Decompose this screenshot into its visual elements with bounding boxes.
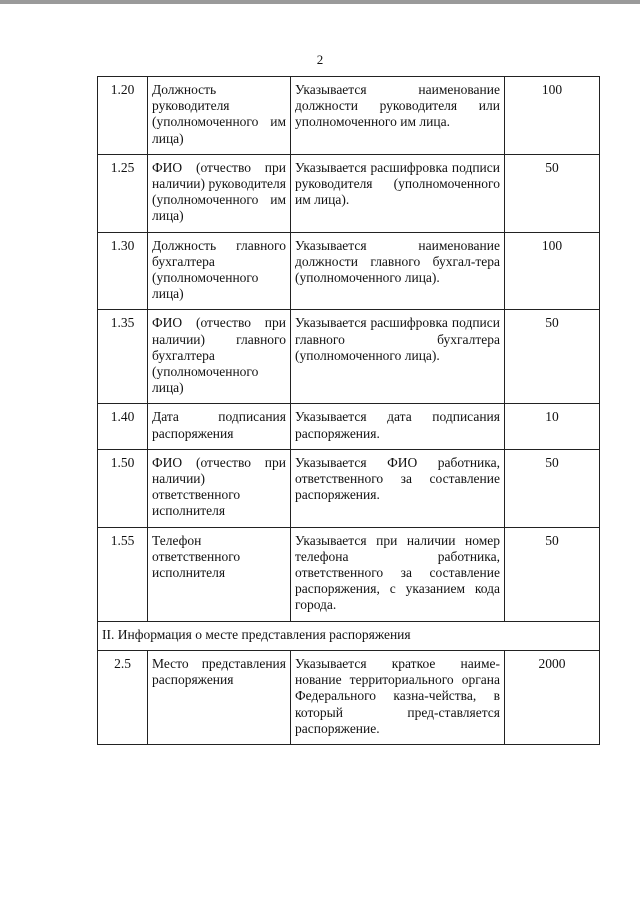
- row-number: 1.35: [98, 310, 148, 404]
- field-description: Указывается ФИО работника, ответственного за составление распоряжения.: [291, 449, 505, 527]
- field-length: 100: [505, 232, 600, 310]
- table-row: [98, 77, 600, 155]
- field-name: ФИО (отчество при наличии) руководителя (уполномоченного им лица): [148, 154, 291, 232]
- field-name: Место представления распоряжения: [148, 650, 291, 744]
- field-description: Указывается расшифровка подписи главного бухгалтера (уполномоченного лица).: [291, 310, 505, 404]
- field-description: Указывается наименование должности руководителя или уполномоченного им лица.: [291, 77, 505, 155]
- field-length: 50: [505, 310, 600, 404]
- field-description: Указывается наименование должности главного бухгал-тера (уполномоченного лица).: [291, 232, 505, 310]
- page-number: 2: [316, 52, 324, 67]
- field-description: Указывается расшифровка подписи руководителя (уполномоченного им лица).: [291, 154, 505, 232]
- field-length: 50: [505, 449, 600, 527]
- table-row: [98, 650, 600, 744]
- table-row: [98, 449, 600, 527]
- row-number: 1.55: [98, 527, 148, 621]
- row-number: 1.40: [98, 404, 148, 449]
- section-heading-row: [98, 621, 600, 650]
- row-number: 1.30: [98, 232, 148, 310]
- table-row: [98, 527, 600, 621]
- field-name: Телефон ответственного исполнителя: [148, 527, 291, 621]
- field-name: Должность руководителя (уполномоченного им лица): [148, 77, 291, 155]
- table-row: [98, 154, 600, 232]
- field-name: Должность главного бухгалтера (уполномоченного лица): [148, 232, 291, 310]
- table-row: [98, 232, 600, 310]
- field-length: 2000: [505, 650, 600, 744]
- field-name: Дата подписания распоряжения: [148, 404, 291, 449]
- field-description: Указывается краткое наиме-нование территориального органа Федерального казна-чейства, в который пред-ставляется распоряжение.: [291, 650, 505, 744]
- page-top-edge: [0, 0, 640, 4]
- field-name: ФИО (отчество при наличии) ответственного исполнителя: [148, 449, 291, 527]
- section-heading: II. Информация о месте представления распоряжения: [98, 621, 600, 650]
- field-name: ФИО (отчество при наличии) главного бухгалтера (уполномоченного лица): [148, 310, 291, 404]
- requisites-table: [97, 76, 600, 745]
- row-number: 2.5: [98, 650, 148, 744]
- row-number: 1.20: [98, 77, 148, 155]
- field-length: 100: [505, 77, 600, 155]
- table-row: [98, 310, 600, 404]
- table-row: [98, 404, 600, 449]
- row-number: 1.25: [98, 154, 148, 232]
- field-length: 50: [505, 154, 600, 232]
- field-length: 50: [505, 527, 600, 621]
- field-description: Указывается дата подписания распоряжения.: [291, 404, 505, 449]
- field-description: Указывается при наличии номер телефона работника, ответственного за составление распоряжения, с указанием кода города.: [291, 527, 505, 621]
- field-length: 10: [505, 404, 600, 449]
- row-number: 1.50: [98, 449, 148, 527]
